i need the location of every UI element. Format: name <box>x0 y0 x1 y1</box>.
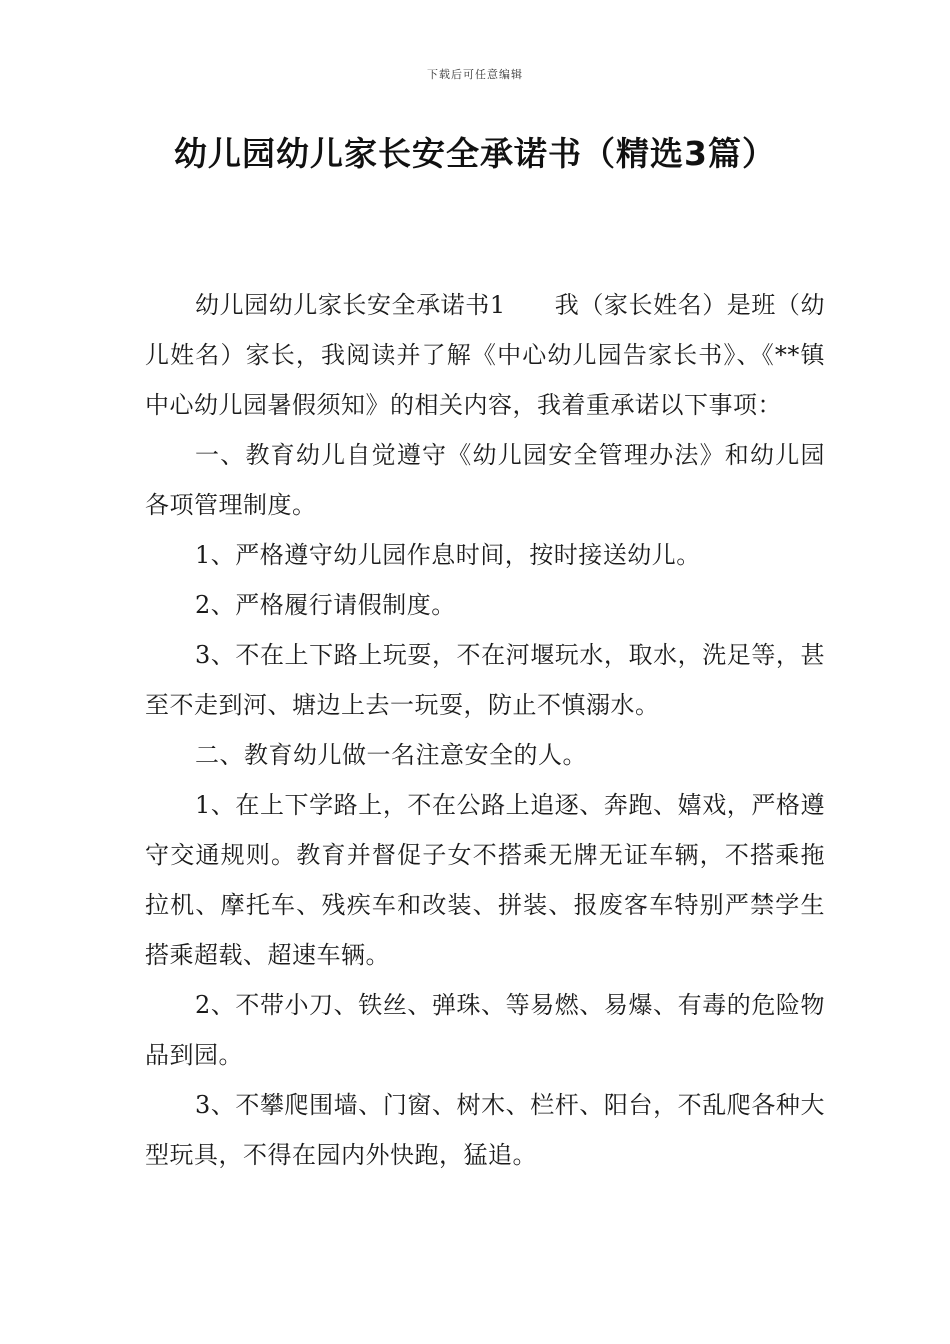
document-title: 幼儿园幼儿家长安全承诺书（精选3篇） <box>174 134 776 173</box>
paragraph-section-2-item-2: 2、不带小刀、铁丝、弹珠、等易燃、易爆、有毒的危险物品到园。 <box>145 991 825 1069</box>
paragraph-section-2-heading: 二、教育幼儿做一名注意安全的人。 <box>195 741 587 769</box>
paragraph-section-2-item-1: 1、在上下学路上，不在公路上追逐、奔跑、嬉戏，严格遵守交通规则。教育并督促子女不搭乘无牌无证车辆，不搭乘拖拉机、摩托车、残疾车和改装、拼装、报废客车特别严禁学生搭乘超载、超速车辆。 <box>145 791 825 969</box>
header-note: 下载后可任意编辑 <box>427 68 523 81</box>
paragraph-section-1-item-3: 3、不在上下路上玩耍，不在河堰玩水，取水，洗足等，甚至不走到河、塘边上去一玩耍，防止不慎溺水。 <box>145 641 825 719</box>
paragraph-intro: 幼儿园幼儿家长安全承诺书1 我（家长姓名）是班（幼儿姓名）家长，我阅读并了解《中心幼儿园告家长书》、《**镇中心幼儿园暑假须知》的相关内容，我着重承诺以下事项： <box>145 291 825 419</box>
paragraph-section-1-heading: 一、教育幼儿自觉遵守《幼儿园安全管理办法》和幼儿园各项管理制度。 <box>145 441 825 519</box>
paragraph-section-1-item-2: 2、严格履行请假制度。 <box>195 591 456 619</box>
paragraph-section-1-item-1: 1、严格遵守幼儿园作息时间，按时接送幼儿。 <box>195 541 701 569</box>
paragraph-section-2-item-3: 3、不攀爬围墙、门窗、树木、栏杆、阳台，不乱爬各种大型玩具，不得在园内外快跑，猛追。 <box>145 1091 825 1169</box>
document-body <box>145 280 825 1180</box>
